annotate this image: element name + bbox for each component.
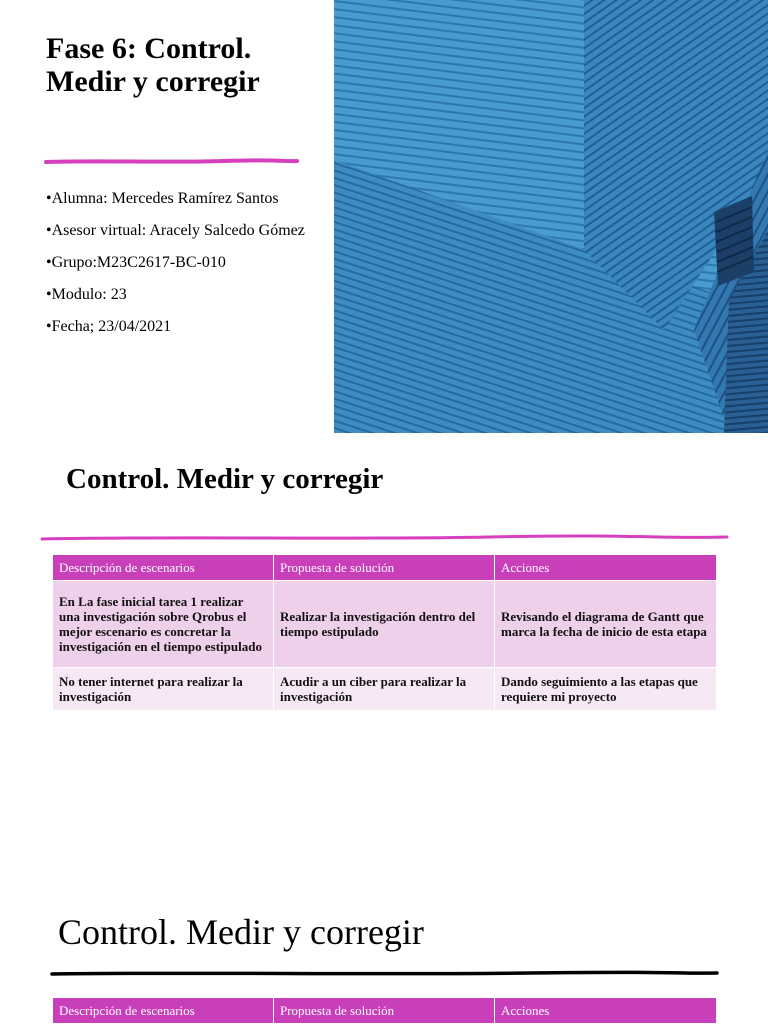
table-cell: En La fase inicial tarea 1 realizar una investigación sobre Qrobus el mejor escenario es concretar la investigación en el tiempo estipulado <box>53 581 274 668</box>
pink-divider <box>44 156 300 168</box>
info-list <box>46 186 306 346</box>
table-header-row <box>53 555 717 581</box>
table-cell: Revisando el diagrama de Gantt que marca la fecha de inicio de esta etapa <box>495 581 717 668</box>
black-divider <box>50 969 720 979</box>
table-header-row <box>53 998 717 1024</box>
table-cell: Realizar la investigación dentro del tiempo estipulado <box>274 581 495 668</box>
table-slide <box>0 443 768 873</box>
table-row <box>53 668 717 711</box>
scenarios-table <box>52 554 717 711</box>
pink-divider <box>40 533 730 543</box>
slide-title: Control. Medir y corregir <box>58 912 424 952</box>
scenarios-table <box>52 997 717 1024</box>
header-actions: Acciones <box>495 998 717 1024</box>
table-slide-2 <box>0 887 768 1024</box>
info-student: •Alumna: Mercedes Ramírez Santos <box>46 190 279 207</box>
slide-title: Fase 6: Control. Medir y corregir <box>46 32 260 98</box>
table-cell: Dando seguimiento a las etapas que requiere mi proyecto <box>495 668 717 711</box>
header-solution: Propuesta de solución <box>274 555 495 581</box>
info-date: •Fecha; 23/04/2021 <box>46 318 172 335</box>
table-cell: Acudir a un ciber para realizar la investigación <box>274 668 495 711</box>
building-photo <box>334 0 768 433</box>
header-scenarios: Descripción de escenarios <box>53 555 274 581</box>
header-actions: Acciones <box>495 555 717 581</box>
info-advisor: •Asesor virtual: Aracely Salcedo Gómez <box>46 222 305 239</box>
header-scenarios: Descripción de escenarios <box>53 998 274 1024</box>
info-module: •Modulo: 23 <box>46 286 127 303</box>
table-row <box>53 581 717 668</box>
slide-title: Control. Medir y corregir <box>66 463 384 495</box>
header-solution: Propuesta de solución <box>274 998 495 1024</box>
info-group: •Grupo:M23C2617-BC-010 <box>46 254 226 271</box>
title-slide <box>0 0 768 433</box>
table-cell: No tener internet para realizar la investigación <box>53 668 274 711</box>
